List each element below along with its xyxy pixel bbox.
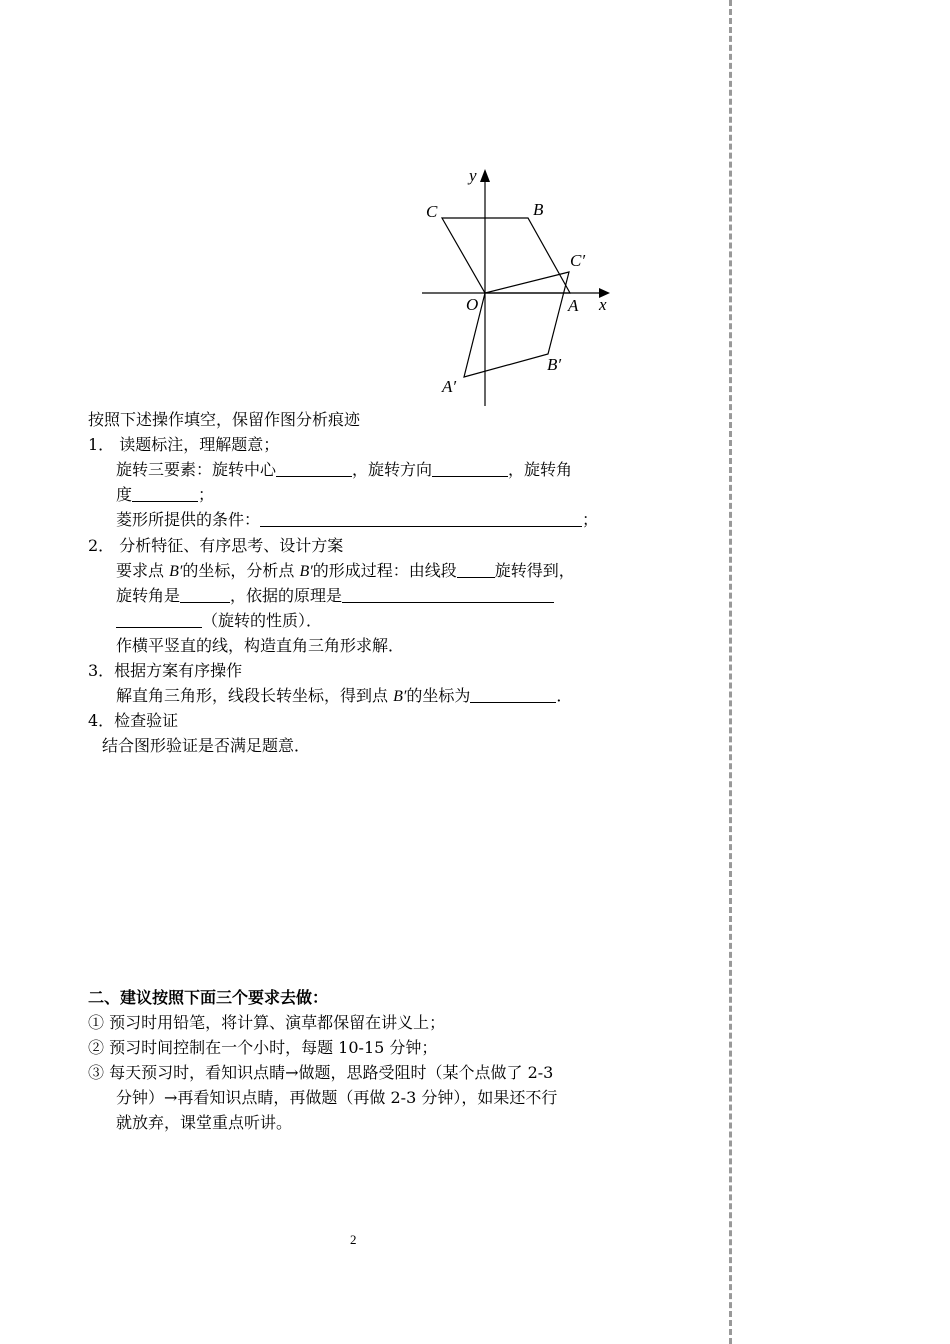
step2-line4: 作横平竖直的线，构造直角三角形求解． xyxy=(116,636,405,655)
intro-text: 按照下述操作填空，保留作图分析痕迹 xyxy=(88,410,361,429)
section2-item3-line3: 就放弃，课堂重点听讲。 xyxy=(116,1113,293,1132)
rhombus-OABC xyxy=(442,218,570,293)
blank-principle-cont[interactable] xyxy=(116,611,202,628)
step1-line2: 度 ； xyxy=(116,485,215,504)
blank-rotation-angle[interactable] xyxy=(132,485,198,502)
step4-title: 4．检查验证 xyxy=(88,711,179,730)
step3-title: 3．根据方案有序操作 xyxy=(88,661,243,680)
blank-rotation-center[interactable] xyxy=(276,460,352,477)
label-B: B xyxy=(533,200,544,219)
section2-item3-line2: 分钟）→再看知识点睛，再做题（再做 2-3 分钟），如果还不行 xyxy=(116,1088,558,1107)
step3-line1: 解直角三角形，线段长转坐标，得到点 B′的坐标为 ． xyxy=(116,686,573,705)
section2-title: 二、建议按照下面三个要求去做： xyxy=(88,988,329,1007)
section2-item2: ② 预习时间控制在一个小时，每题 10-15 分钟； xyxy=(88,1038,438,1057)
axis-x-label: x xyxy=(599,295,607,314)
label-A-prime: A′ xyxy=(442,377,457,396)
step1-line1: 旋转三要素：旋转中心 ，旋转方向 ，旋转角 xyxy=(116,460,573,479)
blank-principle[interactable] xyxy=(342,586,554,603)
margin-dashed-line xyxy=(729,0,732,1344)
section2-item3-line1: ③ 每天预习时，看知识点睛→做题，思路受阻时（某个点做了 2-3 xyxy=(88,1063,554,1082)
blank-rhombus-conditions[interactable] xyxy=(260,510,582,527)
step1-line3: 菱形所提供的条件： ； xyxy=(116,510,599,529)
step2-line3: （旋转的性质）． xyxy=(116,611,322,631)
label-B-prime: B′ xyxy=(547,355,562,374)
axis-y-label: y xyxy=(469,166,477,185)
step4-line1: 结合图形验证是否满足题意． xyxy=(102,736,311,755)
blank-angle[interactable] xyxy=(180,586,230,603)
blank-rotation-direction[interactable] xyxy=(432,460,508,477)
rotation-figure xyxy=(400,160,630,410)
page-number: 2 xyxy=(350,1232,357,1247)
blank-bprime-coordinate[interactable] xyxy=(470,686,556,703)
step2-line1: 要求点 B′的坐标，分析点 B′的形成过程：由线段 旋转得到， xyxy=(116,561,575,580)
label-O: O xyxy=(466,295,479,314)
step1-title: 1． 读题标注，理解题意； xyxy=(88,435,280,454)
label-A: A xyxy=(568,296,579,315)
y-axis-arrow xyxy=(480,169,490,182)
label-C: C xyxy=(426,202,438,221)
section2-item1: ① 预习时用铅笔，将计算、演草都保留在讲义上； xyxy=(88,1013,446,1032)
label-C-prime: C′ xyxy=(570,251,586,270)
step2-line2: 旋转角是 ，依据的原理是 xyxy=(116,586,554,606)
blank-segment[interactable] xyxy=(457,561,495,578)
step2-title: 2． 分析特征、有序思考、设计方案 xyxy=(88,536,344,555)
